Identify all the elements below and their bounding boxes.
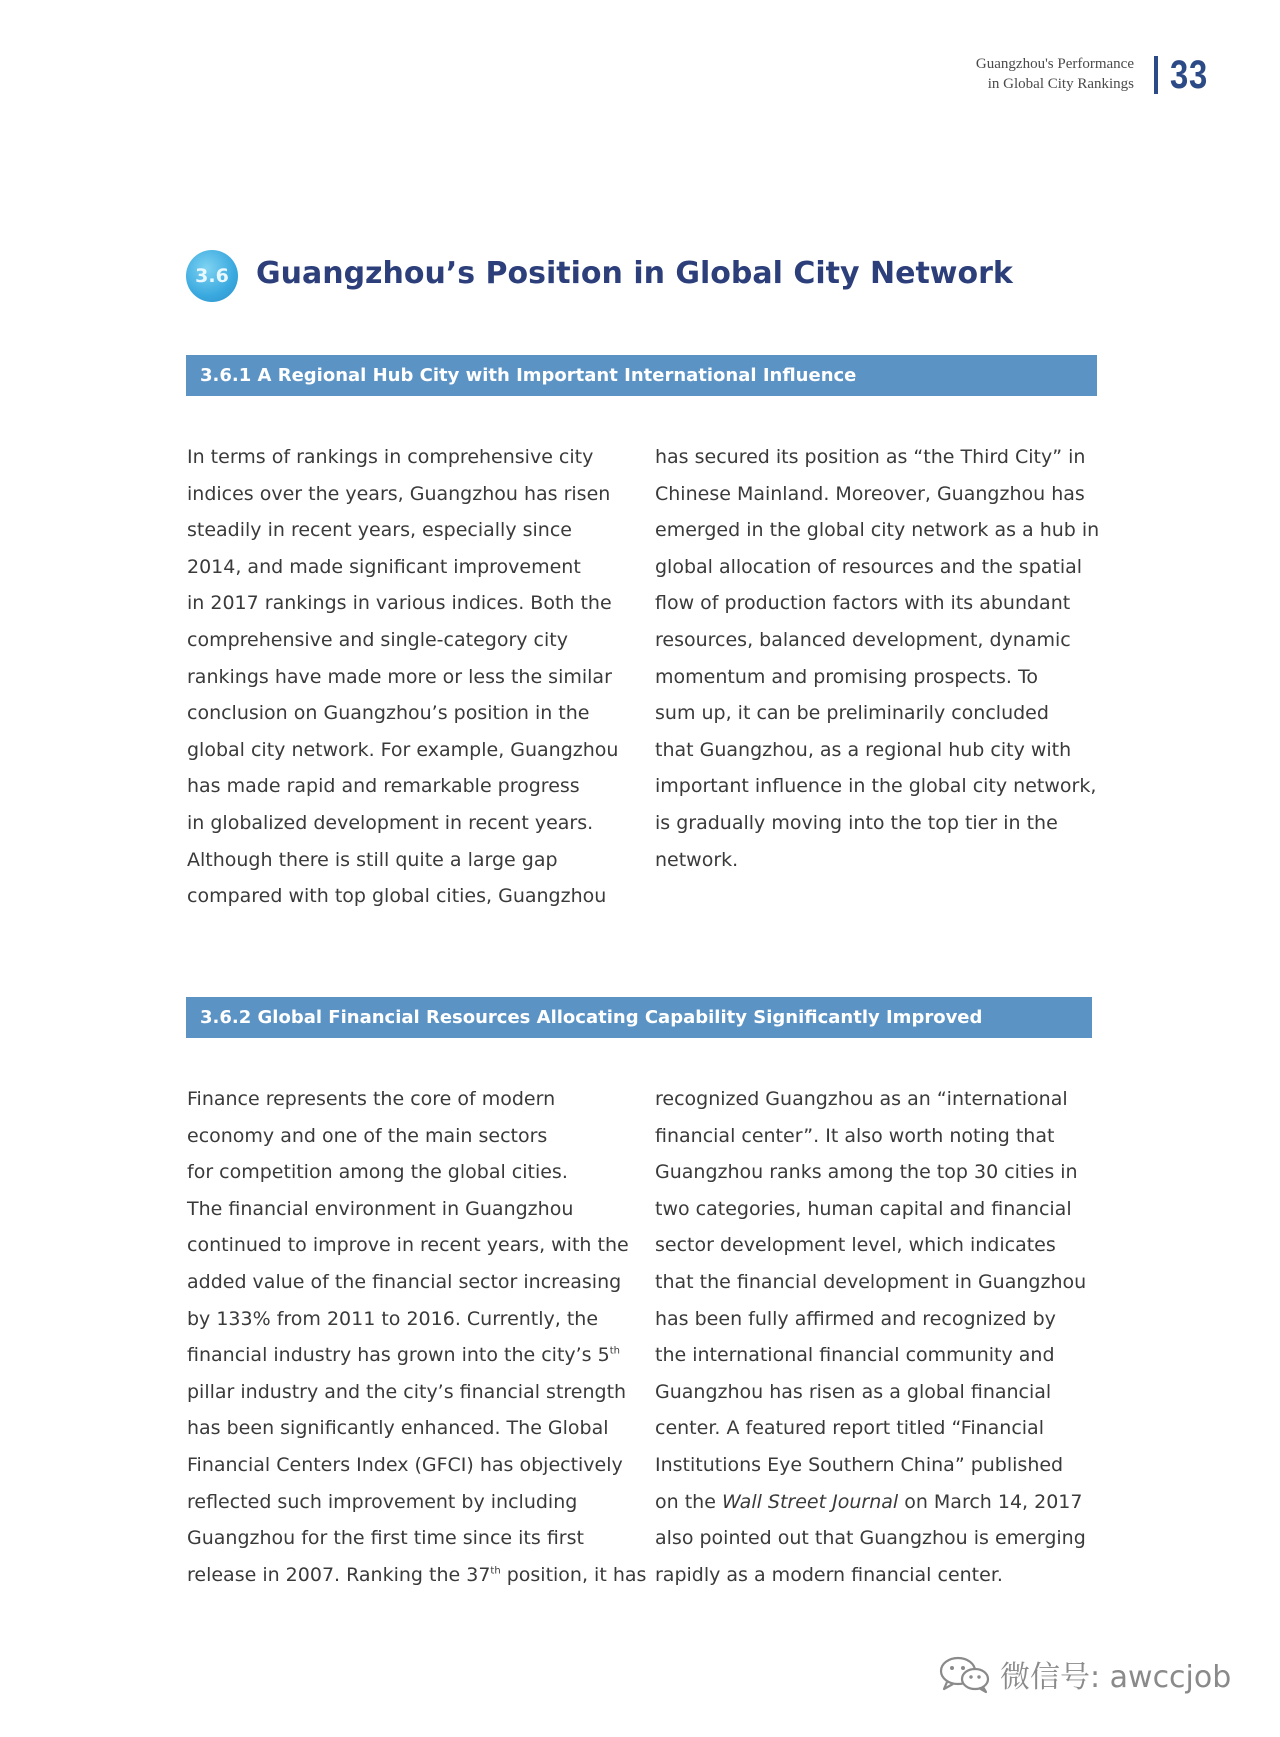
text-line: rankings have made more or less the similar [187, 665, 612, 688]
text-line: In terms of rankings in comprehensive city [187, 446, 594, 468]
text-line: momentum and promising prospects. To [655, 665, 1038, 688]
text-line: Guangzhou for the first time since its first [187, 1527, 584, 1550]
text-line: Chinese Mainland. Moreover, Guangzhou has [655, 482, 1085, 505]
watermark-text: 微信号: awccjob [1000, 1660, 1232, 1695]
text-line: has been fully affirmed and recognized by [655, 1307, 1056, 1330]
text-line: for competition among the global cities. [187, 1161, 568, 1184]
subsection-3-6-2-right-column [655, 1081, 1100, 1593]
text-line: sum up, it can be preliminarily concluded [655, 702, 1049, 725]
text-line: Guangzhou ranks among the top 30 cities in [655, 1161, 1078, 1184]
text-line: network. [655, 848, 739, 871]
subsection-3-6-2-left-column [187, 1081, 647, 1593]
text-line: financial center”. It also worth noting that [655, 1124, 1055, 1147]
page-number: 33 [1170, 53, 1209, 97]
running-head-line-2: in Global City Rankings [987, 76, 1134, 92]
text-line: reflected such improvement by including [187, 1490, 578, 1513]
running-head-line-1: Guangzhou's Performance [975, 56, 1134, 72]
wechat-icon [938, 1654, 992, 1694]
text-line: The financial environment in Guangzhou [187, 1197, 574, 1220]
text-line: global allocation of resources and the spatial [655, 555, 1083, 578]
subsection-heading-3-6-1: 3.6.1 A Regional Hub City with Important International Influence [186, 355, 1097, 396]
text-run: position, it has [500, 1563, 647, 1586]
text-line: flow of production factors with its abundant [655, 592, 1071, 615]
text-line: economy and one of the main sectors [187, 1124, 548, 1147]
text-line: global city network. For example, Guangzhou [187, 738, 619, 761]
text-line: 2014, and made significant improvement [187, 555, 581, 578]
subsection-heading-3-6-2: 3.6.2 Global Financial Resources Allocating Capability Significantly Improved [186, 997, 1092, 1038]
text-line: added value of the financial sector increasing [187, 1270, 622, 1293]
text-line: rapidly as a modern financial center. [655, 1563, 1003, 1586]
text-run: on March 14, 2017 [898, 1490, 1083, 1513]
subsection-3-6-1-right-column [655, 439, 1100, 878]
text-run: release in 2007. Ranking the 37 [187, 1563, 491, 1586]
text-line: pillar industry and the city’s financial strength [187, 1380, 627, 1403]
text-line: in globalized development in recent years. [187, 811, 594, 834]
text-line: has secured its position as “the Third City” in [655, 446, 1086, 468]
subsection-3-6-1-left-column [187, 439, 632, 915]
superscript: th [490, 1565, 501, 1577]
text-line: resources, balanced development, dynamic [655, 628, 1071, 651]
text-line: emerged in the global city network as a hub in [655, 519, 1100, 542]
text-line: comprehensive and single-category city [187, 628, 568, 651]
text-line [655, 1484, 1100, 1521]
text-run: on the [655, 1490, 722, 1513]
section-number-badge: 3.6 [186, 250, 238, 302]
text-line: that Guangzhou, as a regional hub city with [655, 738, 1072, 761]
text-line [187, 1557, 647, 1594]
running-head [880, 54, 1134, 94]
text-line: that the financial development in Guangzhou [655, 1270, 1087, 1293]
header-divider [1154, 56, 1158, 94]
text-line: continued to improve in recent years, with the [187, 1234, 629, 1257]
text-line: Institutions Eye Southern China” published [655, 1453, 1064, 1476]
text-line: is gradually moving into the top tier in the [655, 811, 1058, 834]
watermark [938, 1652, 1231, 1696]
text-line: Although there is still quite a large gap [187, 848, 558, 871]
text-line: two categories, human capital and financial [655, 1197, 1072, 1220]
publication-title: Wall Street Journal [721, 1490, 899, 1513]
text-line: sector development level, which indicates [655, 1234, 1056, 1257]
text-line: conclusion on Guangzhou’s position in the [187, 702, 590, 725]
text-line: the international financial community and [655, 1344, 1055, 1367]
text-line: Financial Centers Index (GFCI) has objectively [187, 1453, 623, 1476]
section-title: Guangzhou’s Position in Global City Network [256, 256, 1013, 291]
text-line: steadily in recent years, especially since [187, 519, 572, 542]
superscript: th [609, 1345, 620, 1357]
text-line: compared with top global cities, Guangzhou [187, 885, 607, 908]
text-line: has been significantly enhanced. The Global [187, 1417, 609, 1440]
text-line: Finance represents the core of modern [187, 1088, 556, 1110]
text-line: has made rapid and remarkable progress [187, 775, 580, 798]
text-line: indices over the years, Guangzhou has risen [187, 482, 611, 505]
text-line: Guangzhou has risen as a global financial [655, 1380, 1052, 1403]
text-line: important influence in the global city network, [655, 775, 1097, 798]
text-line [187, 1337, 632, 1374]
text-run: financial industry has grown into the city’s 5 [187, 1344, 610, 1367]
text-line: by 133% from 2011 to 2016. Currently, the [187, 1307, 599, 1330]
text-line: center. A featured report titled “Financial [655, 1417, 1044, 1440]
text-line: also pointed out that Guangzhou is emerging [655, 1527, 1086, 1550]
text-line: in 2017 rankings in various indices. Both the [187, 592, 612, 615]
text-line: recognized Guangzhou as an “international [655, 1088, 1068, 1110]
